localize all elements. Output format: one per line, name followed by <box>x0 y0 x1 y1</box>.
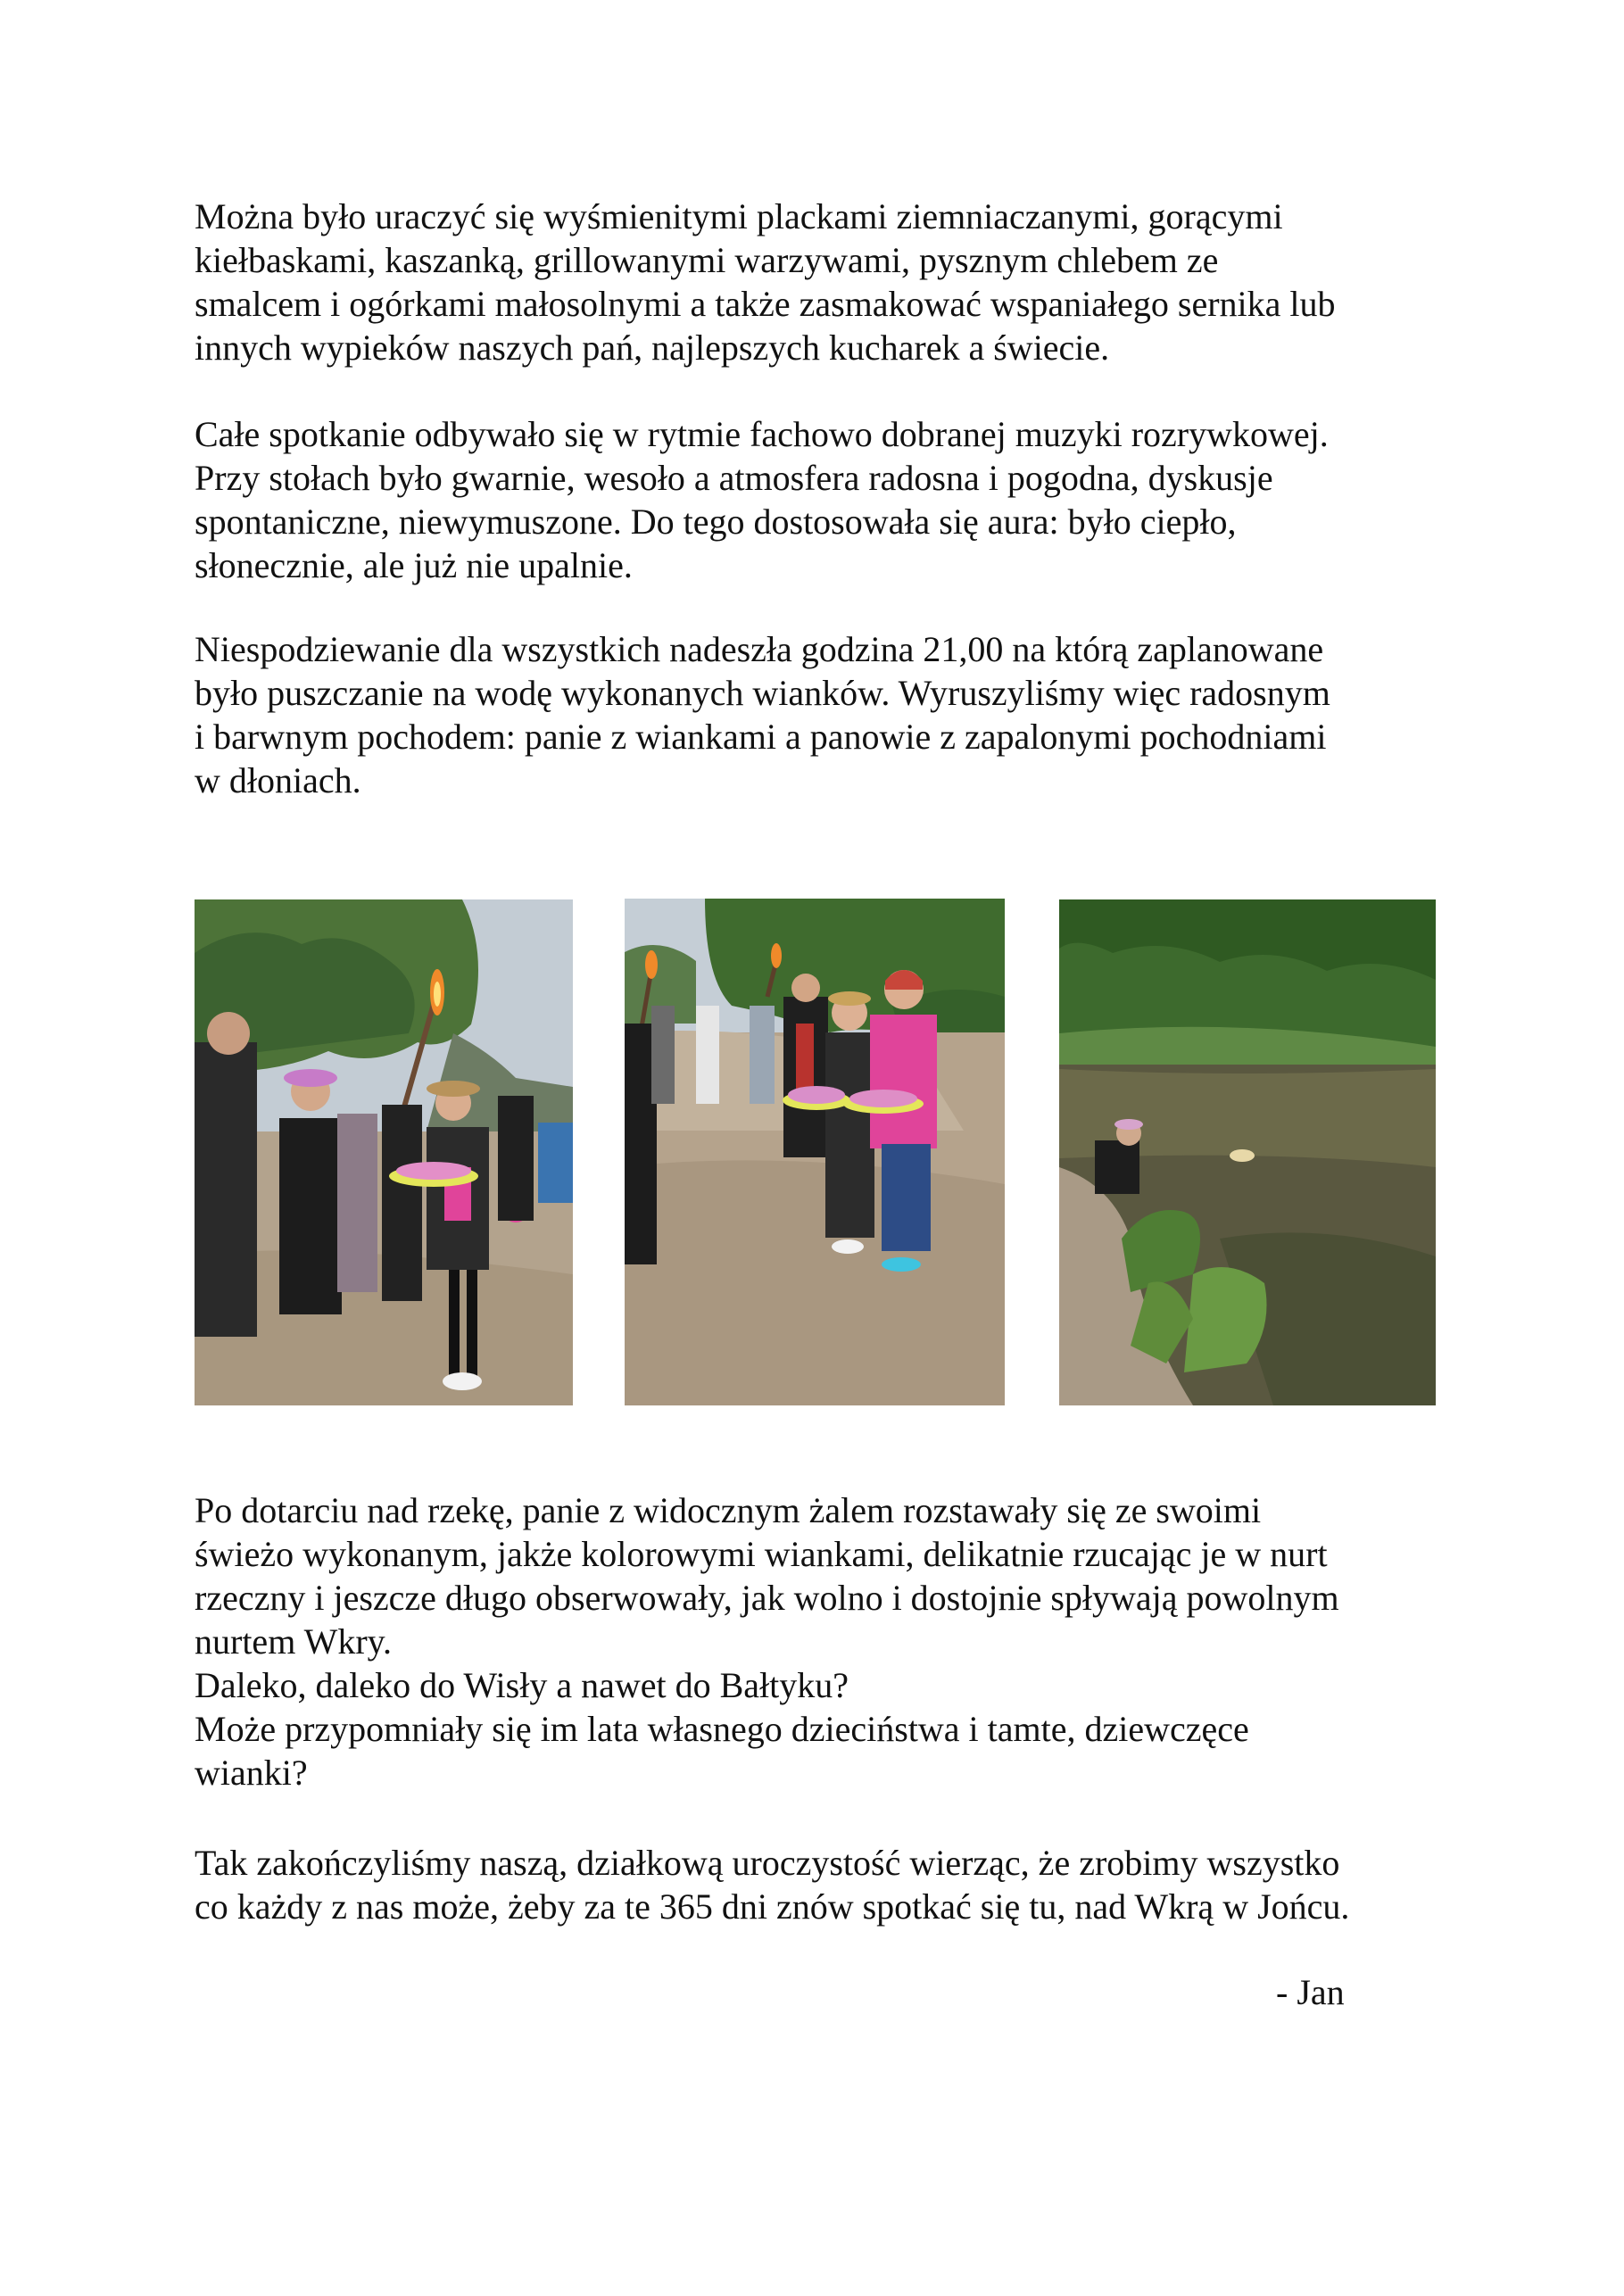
text-line: Niespodziewanie dla wszystkich nadeszła godzina 21,00 na którą zaplanowane <box>195 629 1324 669</box>
photo-river-wreath <box>1059 899 1436 1405</box>
text-line: nurtem Wkry. <box>195 1621 393 1662</box>
text-line: spontaniczne, niewymuszone. Do tego dostosowała się aura: było ciepło, <box>195 501 1237 542</box>
text-line: było puszczanie na wodę wykonanych wianków. Wyruszyliśmy więc radosnym <box>195 673 1330 713</box>
photo-women-with-wreaths-image <box>625 899 1005 1405</box>
author-signature: - Jan <box>1276 1972 1345 2012</box>
paragraph-music <box>195 412 1462 587</box>
photo-torch-procession <box>195 899 573 1405</box>
photo-women-with-wreaths <box>625 899 1005 1405</box>
text-line: Przy stołach było gwarnie, wesoło a atmosfera radosna i pogodna, dyskusje <box>195 458 1273 498</box>
paragraph-procession <box>195 627 1462 802</box>
text-line: Może przypomniały się im lata własnego dzieciństwa i tamte, dziewczęce <box>195 1709 1249 1749</box>
text-line: Całe spotkanie odbywało się w rytmie fachowo dobranej muzyki rozrywkowej. <box>195 414 1329 454</box>
text-line: Daleko, daleko do Wisły a nawet do Bałtyku? <box>195 1665 849 1705</box>
text-line: wianki? <box>195 1753 308 1793</box>
text-line: rzeczny i jeszcze długo obserwowały, jak wolno i dostojnie spływają powolnym <box>195 1578 1339 1618</box>
text-line: i barwnym pochodem: panie z wiankami a panowie z zapalonymi pochodniami <box>195 717 1327 757</box>
paragraph-river <box>195 1488 1462 1795</box>
paragraph-food <box>195 195 1462 369</box>
text-line: słonecznie, ale już nie upalnie. <box>195 545 633 585</box>
text-line: smalcem i ogórkami małosolnymi a także zasmakować wspaniałego sernika lub <box>195 284 1336 324</box>
paragraph-closing <box>195 1841 1462 1928</box>
photo-river-wreath-image <box>1059 899 1436 1405</box>
text-line: kiełbaskami, kaszanką, grillowanymi warzywami, pysznym chlebem ze <box>195 240 1219 280</box>
text-line: innych wypieków naszych pań, najlepszych kucharek a świecie. <box>195 327 1110 368</box>
text-line: w dłoniach. <box>195 760 361 800</box>
text-line: Można było uraczyć się wyśmienitymi plackami ziemniaczanymi, gorącymi <box>195 196 1283 236</box>
text-line: Tak zakończyliśmy naszą, działkową uroczystość wierząc, że zrobimy wszystko <box>195 1843 1340 1883</box>
photo-torch-procession-image <box>195 899 573 1405</box>
text-line: co każdy z nas może, żeby za te 365 dni znów spotkać się tu, nad Wkrą w Jońcu. <box>195 1886 1350 1927</box>
text-line: Po dotarciu nad rzekę, panie z widocznym żalem rozstawały się ze swoimi <box>195 1490 1262 1530</box>
text-line: świeżo wykonanym, jakże kolorowymi wiankami, delikatnie rzucając je w nurt <box>195 1534 1328 1574</box>
